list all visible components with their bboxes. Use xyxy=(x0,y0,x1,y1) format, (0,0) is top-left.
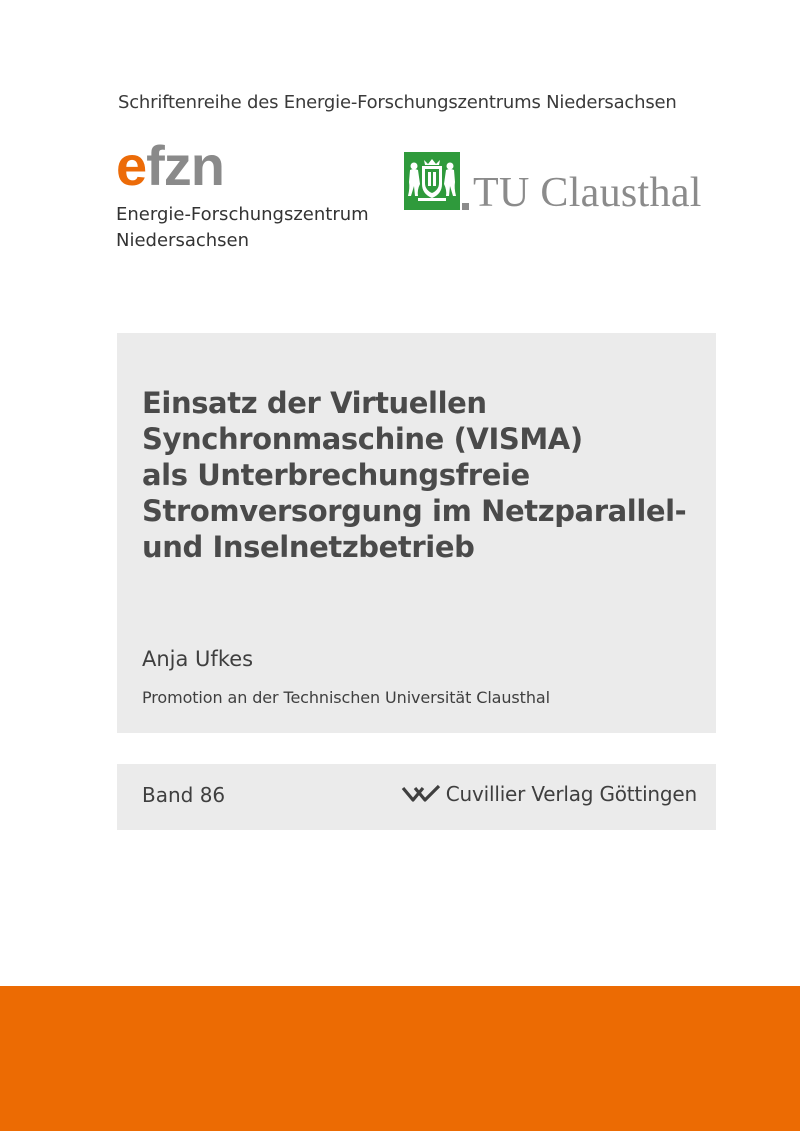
efzn-full-name xyxy=(116,202,369,254)
band-number: Band 86 xyxy=(142,783,226,807)
title-line: Stromversorgung im Netzparallel- xyxy=(142,494,687,528)
efzn-name-line-2: Niedersachsen xyxy=(116,230,250,251)
tu-dot-icon xyxy=(462,203,469,210)
series-title: Schriftenreihe des Energie-Forschungszentrums Niedersachsen xyxy=(118,92,677,113)
title-line: als Unterbrechungsfreie xyxy=(142,458,530,492)
tu-crest-icon xyxy=(404,152,460,210)
title-line: Einsatz der Virtuellen xyxy=(142,386,487,420)
title-panel xyxy=(117,333,716,733)
efzn-wordmark-e: e xyxy=(116,134,147,197)
title-line: Synchronmaschine (VISMA) xyxy=(142,422,583,456)
promotion-note: Promotion an der Technischen Universität Clausthal xyxy=(142,688,550,707)
cuvillier-logo-icon xyxy=(400,782,442,806)
efzn-name-line-1: Energie-Forschungszentrum xyxy=(116,204,369,225)
efzn-wordmark xyxy=(116,134,369,197)
efzn-logo xyxy=(116,134,369,254)
tu-clausthal-text: TU Clausthal xyxy=(473,170,702,216)
tu-clausthal-logo xyxy=(404,152,702,216)
efzn-wordmark-rest: fzn xyxy=(146,134,225,197)
title-line: und Inselnetzbetrieb xyxy=(142,530,475,564)
band-panel xyxy=(117,764,716,830)
bottom-color-band xyxy=(0,986,800,1131)
book-title xyxy=(142,385,712,565)
author-name: Anja Ufkes xyxy=(142,647,254,671)
publisher-name: Cuvillier Verlag Göttingen xyxy=(445,782,697,806)
publisher xyxy=(400,782,697,806)
